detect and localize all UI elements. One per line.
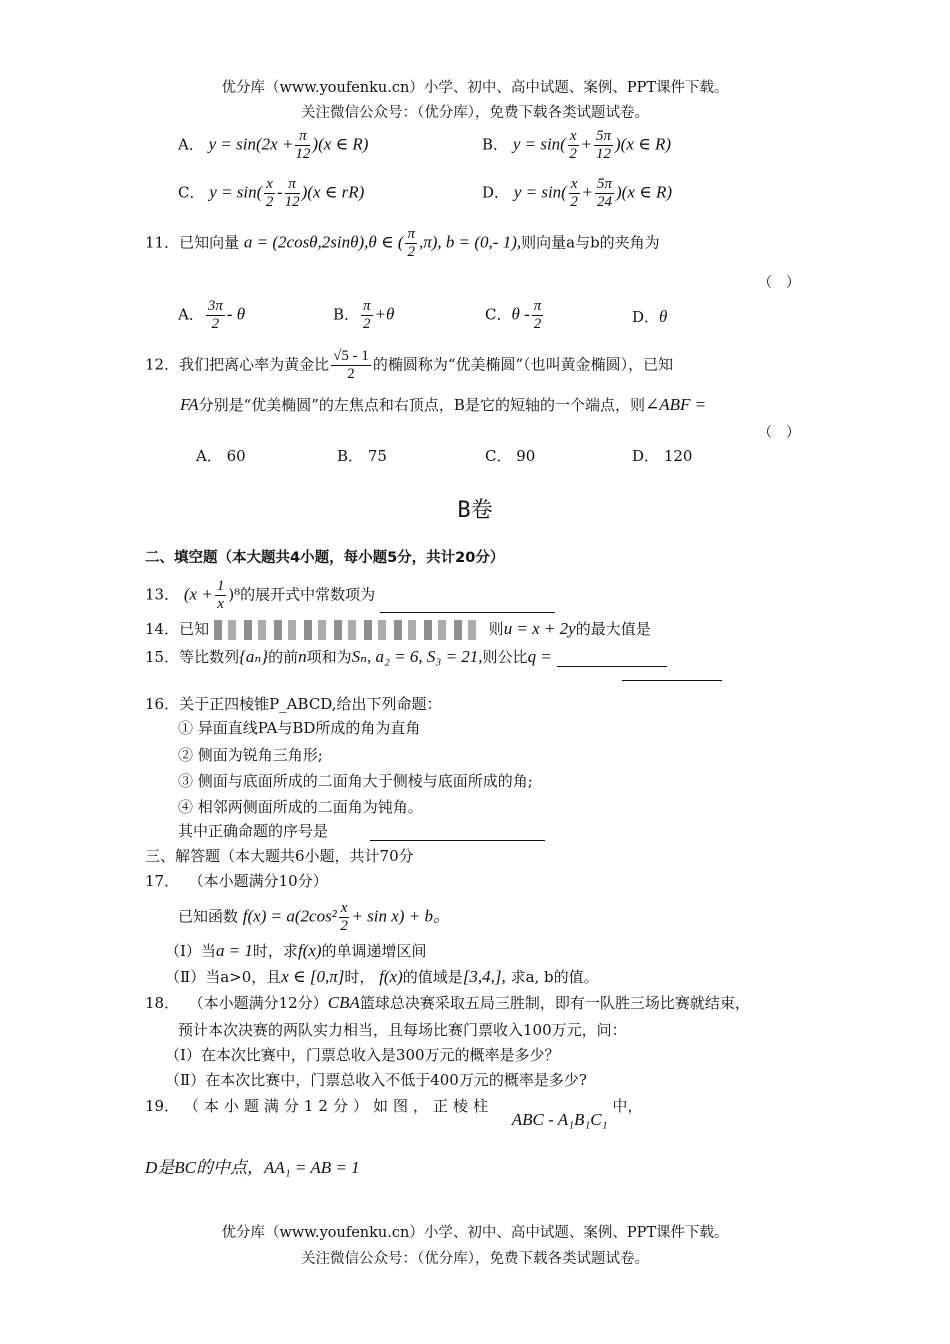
q16-ask: 其中正确命题的序号是 [178, 820, 545, 841]
q19-header: 19． （本小题满分12分）如图，正棱柱 ABC - A₁B₁C₁ 中， [145, 1097, 643, 1129]
q14: 14．已知 则u = x + 2y的最大值是 [145, 619, 651, 638]
q11-option-d: D．θ [632, 307, 668, 326]
q11-stem: 11．已知向量 a = (2cosθ,2sinθ),θ ∈ ( $\frac{\pi}{2}$ ,π), b = (0,- 1),则向量a与b的夹角为 [145, 226, 660, 260]
q17-function: 已知函数 f(x) = a(2cos² $\frac{x}{2}$ + sin x) + b。 [178, 900, 450, 934]
q16-item-1: ① 异面直线PA与BD所成的角为直角 [178, 719, 421, 737]
q14-constraint-image [214, 620, 484, 640]
q17-part-1: （Ⅰ）当a = 1时，求f(x)的单调递增区间 [165, 941, 427, 960]
q17-header: 17． （本小题满分10分） [145, 872, 328, 890]
footer-line-1: 优分库（www.youfenku.cn）小学、初中、高中试题、案例、PPT课件下载。 [221, 1225, 729, 1241]
q10-option-b: B． y = sin( $\frac{x}{2}$ + $\frac{5\pi}{12}$ )(x ∈ R) [482, 128, 672, 162]
q18-text: 预计本次决赛的两队实力相当，且每场比赛门票收入100万元，问： [178, 1021, 627, 1039]
header-line-1: 优分库（www.youfenku.cn）小学、初中、高中试题、案例、PPT课件下载。 [221, 80, 729, 96]
footer-line-2: 关注微信公众号：（优分库），免费下载各类试题试卷。 [301, 1251, 649, 1267]
q17-part-2: （Ⅱ）当a>0，且x ∈ [0,π]时， f(x)的值域是[3,4,], 求a, b的值。 [165, 967, 599, 986]
q16-item-4: ④ 相邻两侧面所成的二面角为钝角。 [178, 798, 423, 816]
q16-item-3: ③ 侧面与底面所成的二面角大于侧棱与底面所成的角; [178, 772, 533, 790]
q12-stem: 12．我们把离心率为黄金比 $\frac{√5 - 1}{2}$ 的椭圆称为“优美椭圆”（也叫黄金椭圆），已知 [145, 348, 674, 382]
q11-answer-paren: （ ） [758, 275, 800, 291]
q18-part-1: （Ⅰ）在本次比赛中，门票总收入是300万元的概率是多少？ [165, 1046, 560, 1064]
q12-option-b: B． 75 [337, 447, 387, 465]
q11-option-a: A． $\frac{3\pi}{2}$ - θ [178, 298, 246, 332]
q16-item-2: ② 侧面为锐角三角形; [178, 746, 323, 764]
q12-option-c: C． 90 [485, 447, 536, 465]
q10-option-d: D． y = sin( $\frac{x}{2}$ + $\frac{5\pi}{24}$ )(x ∈ R) [482, 176, 673, 210]
section-b-title: B卷 [457, 498, 493, 523]
q11-option-b: B． $\frac{\pi}{2}$ +θ [333, 298, 395, 332]
q13: 13． (x + $\frac{1}{x}$ )⁸的展开式中常数项为 [145, 578, 555, 613]
q10-option-c: C． y = sin( $\frac{x}{2}$ - $\frac{\pi}{12}$ )(x ∈ rR) [178, 176, 365, 210]
section-2-heading: 二、填空题（本大题共4小题，每小题5分，共计20分） [145, 550, 505, 566]
q11-option-c: C．θ - $\frac{\pi}{2}$ [485, 298, 542, 332]
q12-answer-paren: （ ） [758, 425, 800, 441]
q18-part-2: （Ⅱ）在本次比赛中，门票总收入不低于400万元的概率是多少? [165, 1071, 587, 1089]
header-line-2: 关注微信公众号：（优分库），免费下载各类试题试卷。 [301, 105, 649, 121]
q12-stem-line2: FA分别是“优美椭圆”的左焦点和右顶点，B是它的短轴的一个端点，则∠ABF = [180, 395, 707, 414]
section-3-heading: 三、解答题（本大题共6小题，共计70分 [145, 847, 414, 865]
q12-option-a: A． 60 [196, 447, 246, 465]
q12-option-d: D． 120 [632, 447, 693, 465]
q15: 15．等比数列{aₙ}的前n项和为Sₙ, a₂ = 6, S₃ = 21,则公比q = [145, 646, 667, 667]
q15-extra-blank [622, 680, 722, 681]
q18-header: 18． （本小题满分12分）CBA篮球总决赛采取五局三胜制，即有一队胜三场比赛就结束， [145, 993, 750, 1012]
q10-option-a: A． y = sin(2x + $\frac{\pi}{12}$ )(x ∈ R) [178, 128, 369, 162]
q19-line2: D是BC的中点，AA₁ = AB = 1 [145, 1158, 360, 1177]
q16-intro: 16．关于正四棱锥P_ABCD,给出下列命题： [145, 695, 442, 713]
